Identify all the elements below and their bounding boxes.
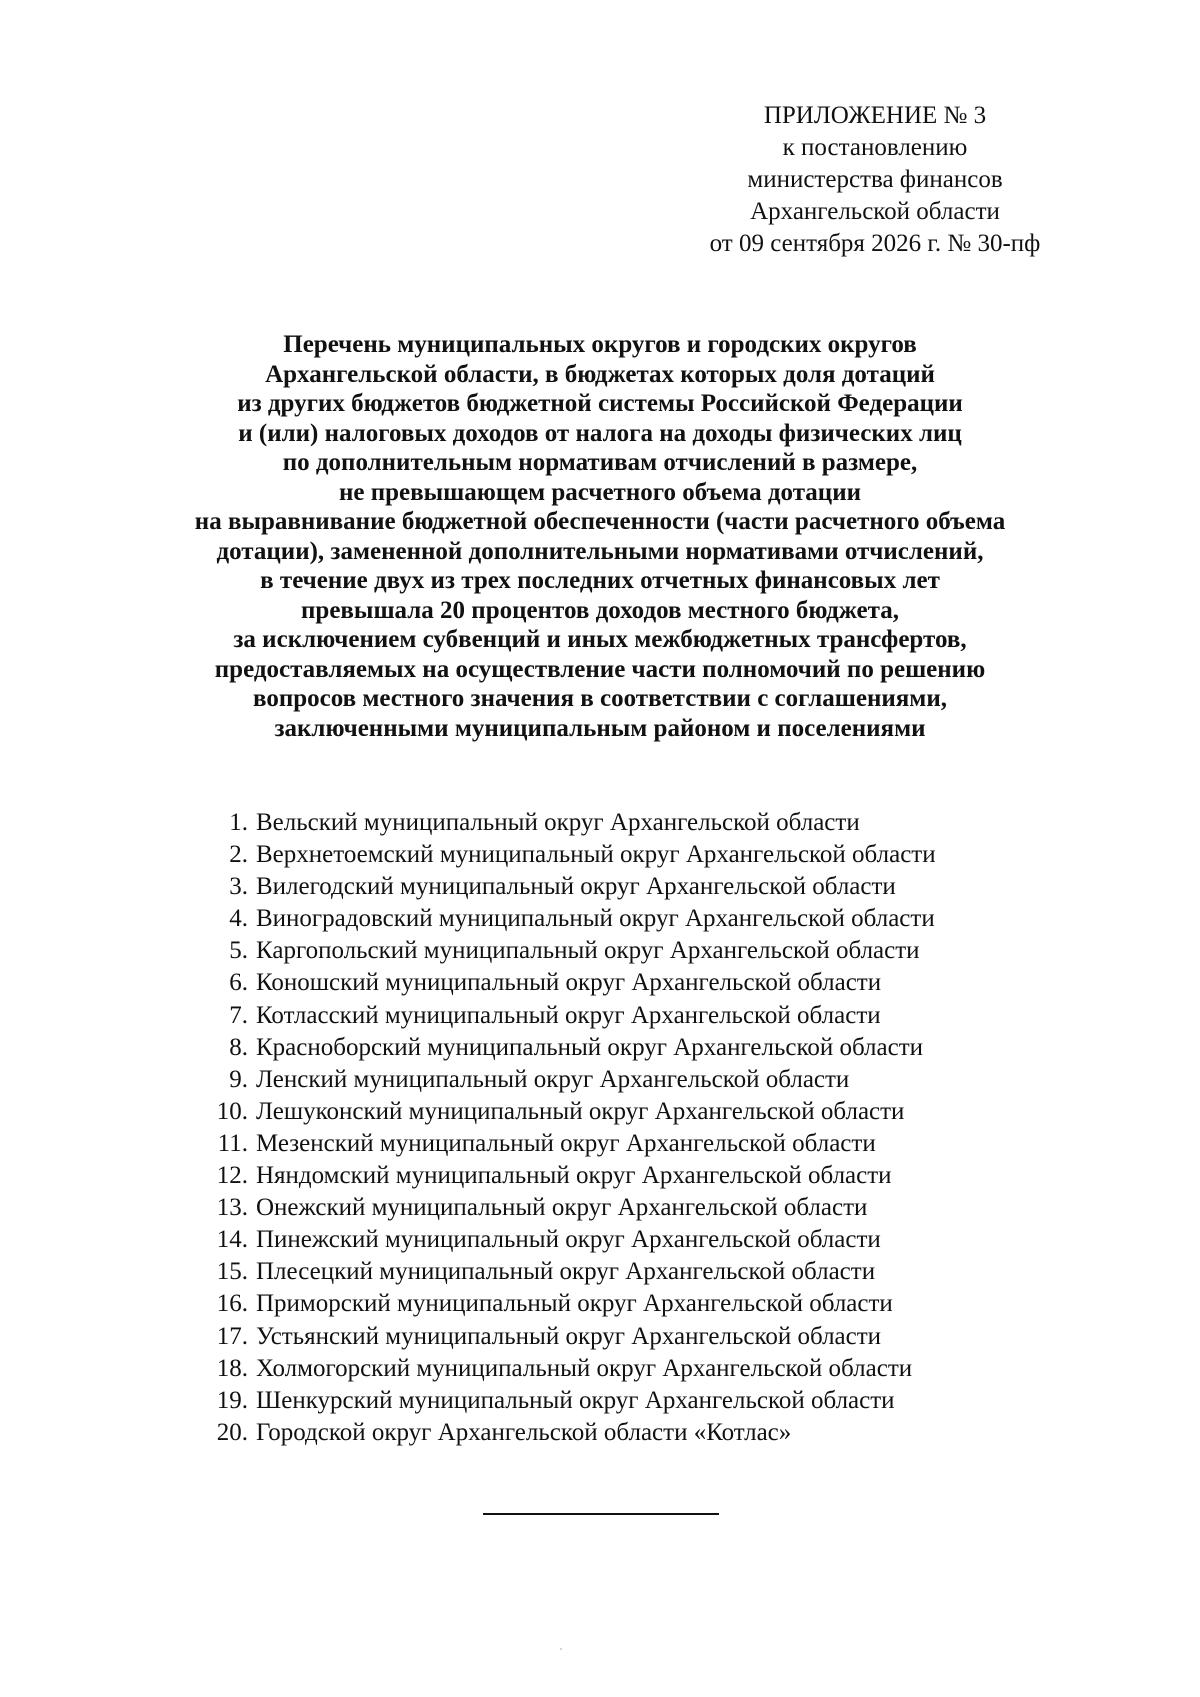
title-line: Перечень муниципальных округов и городских округов bbox=[283, 331, 917, 358]
item-text: Вельский муниципальный округ Архангельской области bbox=[256, 809, 860, 836]
item-text: Коношский муниципальный округ Архангельской области bbox=[256, 969, 882, 997]
item-text: Мезенский муниципальный округ Архангельской области bbox=[256, 1129, 876, 1157]
item-number: 4. bbox=[229, 905, 248, 933]
item-text: Няндомский муниципальный округ Архангельской области bbox=[256, 1162, 892, 1190]
item-number: 12. bbox=[216, 1162, 248, 1190]
item-text: Плесецкий муниципальный округ Архангельской области bbox=[256, 1258, 876, 1286]
appendix-resolution-ref: к постановлению bbox=[782, 134, 968, 161]
title-line: в течение двух из трех последних отчетных финансовых лет bbox=[260, 567, 940, 594]
title-line: предоставляемых на осуществление части полномочий по решению bbox=[214, 655, 986, 683]
item-number: 7. bbox=[229, 1001, 248, 1029]
list-item bbox=[200, 1096, 936, 1128]
appendix-region: Архангельской области bbox=[750, 198, 1000, 225]
title-line: вопросов местного значения в соответствии с соглашениями, bbox=[253, 685, 947, 712]
list-item bbox=[200, 1417, 936, 1449]
title-line: из других бюджетов бюджетной системы Российской Федерации bbox=[237, 390, 963, 417]
item-text: Онежский муниципальный округ Архангельской области bbox=[256, 1194, 868, 1222]
item-text: Лешуконский муниципальный округ Архангельской области bbox=[256, 1097, 905, 1125]
title-line: и (или) налоговых доходов от налога на доходы физических лиц bbox=[238, 419, 962, 447]
title-line: превышала 20 процентов доходов местного бюджета, bbox=[301, 596, 899, 624]
appendix-number: ПРИЛОЖЕНИЕ № 3 bbox=[763, 102, 987, 129]
item-text: Ленский муниципальный округ Архангельской области bbox=[256, 1065, 850, 1093]
item-text: Котласский муниципальный округ Архангельской области bbox=[256, 1001, 881, 1029]
appendix-date-number: от 09 сентября 2026 г. № 30-пф bbox=[709, 230, 1041, 257]
item-text: Виноградовский муниципальный округ Архангельской области bbox=[256, 905, 935, 933]
item-number: 13. bbox=[216, 1194, 248, 1222]
appendix-ministry: министерства финансов bbox=[747, 166, 1003, 193]
title-line: Архангельской области, в бюджетах которых доля дотаций bbox=[265, 360, 935, 388]
appendix-header bbox=[700, 100, 1050, 260]
list-item bbox=[200, 967, 936, 999]
district-list bbox=[200, 807, 936, 1449]
list-item bbox=[200, 1192, 936, 1224]
list-item bbox=[200, 839, 936, 871]
list-item bbox=[200, 935, 936, 967]
item-number: 1. bbox=[229, 809, 248, 836]
item-number: 8. bbox=[229, 1033, 248, 1061]
item-number: 2. bbox=[229, 841, 248, 869]
item-number: 9. bbox=[229, 1065, 248, 1093]
item-number: 16. bbox=[216, 1290, 248, 1318]
list-item bbox=[200, 1000, 936, 1032]
item-text: Вилегодский муниципальный округ Архангельской области bbox=[256, 873, 896, 901]
item-text: Верхнетоемский муниципальный округ Архангельской области bbox=[256, 841, 936, 869]
item-number: 18. bbox=[216, 1354, 248, 1382]
list-item bbox=[200, 871, 936, 903]
list-item bbox=[200, 1385, 936, 1417]
list-item bbox=[200, 1032, 936, 1064]
title-line: на выравнивание бюджетной обеспеченности (части расчетного объема bbox=[194, 508, 1006, 535]
item-number: 19. bbox=[216, 1386, 248, 1414]
title-line: заключенными муниципальным районом и поселениями bbox=[274, 714, 926, 742]
item-text: Приморский муниципальный округ Архангельской области bbox=[256, 1290, 893, 1318]
item-number: 20. bbox=[216, 1418, 248, 1446]
list-item bbox=[200, 1224, 936, 1256]
scan-speck bbox=[560, 1648, 562, 1650]
item-number: 6. bbox=[229, 969, 248, 997]
item-text: Шенкурский муниципальный округ Архангельской области bbox=[256, 1386, 895, 1414]
list-item bbox=[200, 1321, 936, 1353]
title-line: не превышающем расчетного объема дотации bbox=[339, 478, 861, 506]
title-line: по дополнительным нормативам отчислений в размере, bbox=[282, 449, 918, 476]
item-number: 3. bbox=[229, 873, 248, 901]
title-line: дотации), замененной дополнительными нормативами отчислений, bbox=[216, 537, 984, 565]
item-text: Городской округ Архангельской области «Котлас» bbox=[256, 1418, 792, 1446]
item-text: Каргопольский муниципальный округ Архангельской области bbox=[256, 937, 920, 965]
item-text: Пинежский муниципальный округ Архангельской области bbox=[256, 1226, 881, 1254]
list-item bbox=[200, 903, 936, 935]
item-number: 10. bbox=[216, 1097, 248, 1125]
title-line: за исключением субвенций и иных межбюджетных трансфертов, bbox=[233, 626, 967, 653]
list-item bbox=[200, 1160, 936, 1192]
list-item bbox=[200, 1128, 936, 1160]
list-item bbox=[200, 807, 936, 839]
list-item bbox=[200, 1353, 936, 1385]
list-item bbox=[200, 1288, 936, 1320]
item-number: 17. bbox=[216, 1322, 248, 1350]
item-number: 15. bbox=[216, 1258, 248, 1286]
item-text: Красноборский муниципальный округ Архангельской области bbox=[256, 1033, 924, 1061]
end-divider-line bbox=[483, 1513, 719, 1515]
list-item bbox=[200, 1064, 936, 1096]
item-number: 11. bbox=[217, 1129, 248, 1157]
item-number: 14. bbox=[216, 1226, 248, 1254]
item-number: 5. bbox=[229, 937, 248, 965]
item-text: Устьянский муниципальный округ Архангельской области bbox=[256, 1322, 882, 1350]
document-title bbox=[150, 330, 1050, 743]
list-item bbox=[200, 1256, 936, 1288]
item-text: Холмогорский муниципальный округ Архангельской области bbox=[256, 1354, 913, 1382]
